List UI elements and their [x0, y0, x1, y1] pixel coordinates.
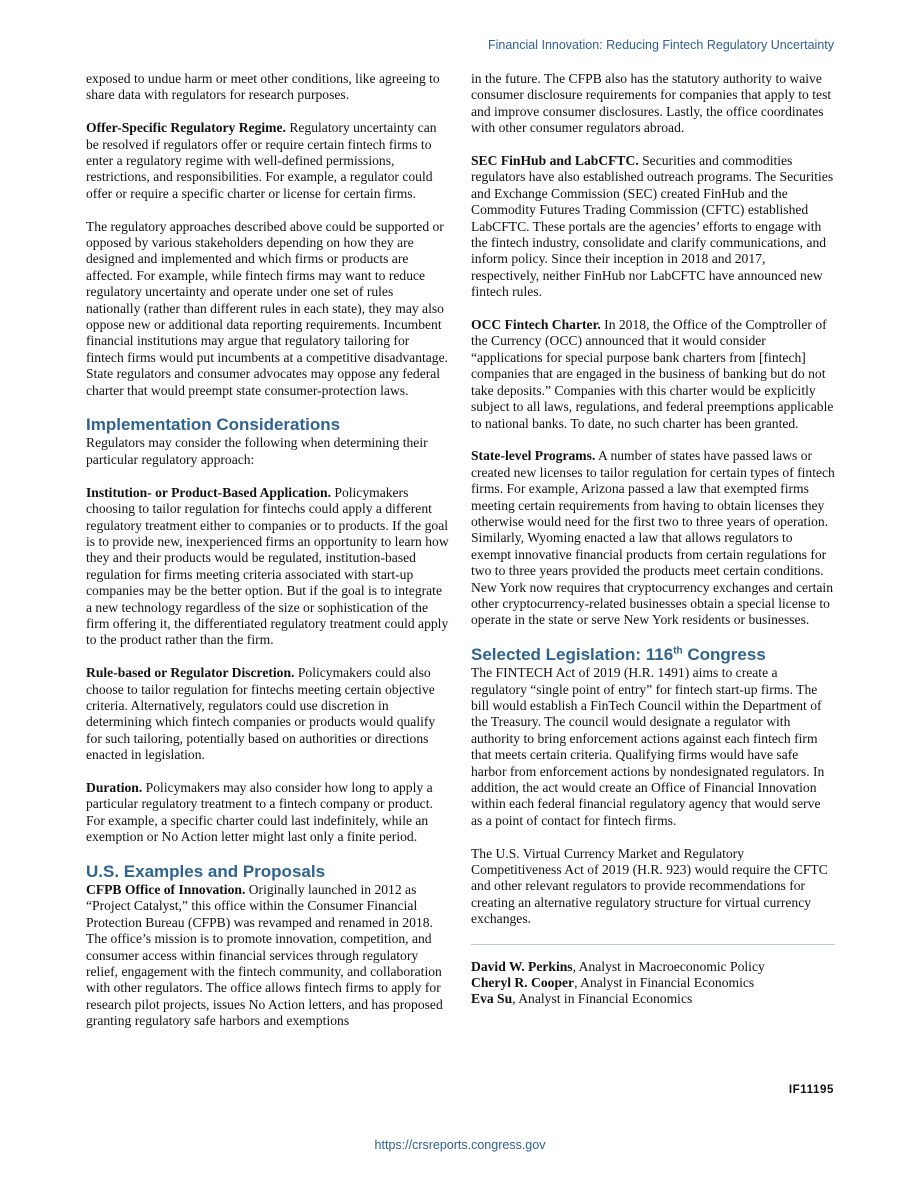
lead-occ: OCC Fintech Charter. — [471, 317, 601, 333]
paragraph-institution: Institution- or Product-Based Application. Policymakers choosing to tailor regulation for fintechs could apply a different regulatory treatment either to companies or to products. If the goal is to provide new, inexperienced firms an opportunity to learn how they and their products would be regulated, institution-based regulation for firms meeting criteria associated with start-up companies may be the better option. But if the goal is to integrate a new technology regardless of the size or sophistication of the firm offering it, the differentiated regulatory treatment could apply to the product rather than the firm. — [86, 484, 449, 648]
paragraph-rule-based: Rule-based or Regulator Discretion. Policymakers could also choose to tailor regulation for fintechs meeting certain objective criteria. Alternatively, regulators could use discretion in determining which fintech companies or products would qualify for such tailoring, potentially based on authorities or directions enacted in legislation. — [86, 665, 436, 763]
left-column — [86, 71, 450, 1030]
right-column — [471, 71, 835, 1008]
heading-implementation: Implementation Considerations — [86, 415, 341, 435]
author-item: David W. Perkins, Analyst in Macroeconomic Policy — [471, 958, 765, 974]
paragraph-stakeholders: The regulatory approaches described above could be supported or opposed by various stakeholders depending on how they are designed and implemented and which firms or products are affected. For example, while fintech firms may want to reduce regulatory uncertainty and operate under one set of rules nationally (rather than different rules in each state), they may also oppose new or additional data reporting requirements. Incumbent financial institutions may argue that regulatory tailoring for fintech firms would put incumbents at a competitive disadvantage. State regulators and consumer advocates may oppose any federal charter that would preempt state consumer-protection laws. — [86, 218, 449, 398]
lead-duration: Duration. — [86, 779, 143, 795]
lead-state: State-level Programs. — [471, 448, 596, 464]
author-item: Eva Su, Analyst in Financial Economics — [471, 991, 693, 1007]
paragraph-state: State-level Programs. A number of states have passed laws or created new licenses to tailor regulation for certain types of fintech firms. For example, Arizona passed a law that exempted firms meeting certain requirements from having to obtain licenses they otherwise would need for the first two to three years of operation. Similarly, Wyoming enacted a law that allows regulators to exempt innovative financial products from certain regulations for two to three years provided the products meet certain conditions. New York now requires that cryptocurrency exchanges and certain other cryptocurrency-related businesses obtain a special license to operate in the state or serve New York residents or businesses. — [471, 448, 835, 628]
author-list — [471, 959, 835, 1008]
lead-offer-specific: Offer-Specific Regulatory Regime. — [86, 120, 286, 136]
paragraph-implementation-intro: Regulators may consider the following when determining their particular regulatory approach: — [86, 435, 428, 467]
paragraph-intro: exposed to undue harm or meet other conditions, like agreeing to share data with regulators for research purposes. — [86, 71, 440, 103]
lead-sec: SEC FinHub and LabCFTC. — [471, 153, 639, 169]
paragraph-offer-specific: Offer-Specific Regulatory Regime. Regulatory uncertainty can be resolved if regulators offer or require certain fintech firms to enter a regulatory regime with well-defined permissions, restrictions, and responsibilities. For example, a regulator could offer or require a specific charter or license for certain firms. — [86, 120, 437, 201]
paragraph-sec: SEC FinHub and LabCFTC. Securities and commodities regulators have also established outreach programs. The Securities and Exchange Commission (SEC) created FinHub and the Commodity Futures Trading Commission (CFTC) established LabCFTC. These portals are the agencies’ efforts to engage with the fintech industry, consolidate and clarify communications, and inform policy. Since their inception in 2018 and 2017, respectively, neither FinHub nor LabCFTC have announced new fintech rules. — [471, 153, 834, 300]
paragraph-cfpb-continued: in the future. The CFPB also has the statutory authority to waive consumer disclosure requirements for companies that apply to test and improve consumer disclosures. Lastly, the office coordinates with other consumer regulators abroad. — [471, 71, 832, 136]
document-id: IF11195 — [788, 1084, 834, 1096]
lead-cfpb: CFPB Office of Innovation. — [86, 881, 246, 897]
running-header: Financial Innovation: Reducing Fintech Regulatory Uncertainty — [487, 38, 834, 52]
lead-institution: Institution- or Product-Based Application. — [86, 484, 331, 500]
paragraph-fintech-act: The FINTECH Act of 2019 (H.R. 1491) aims to create a regulatory “single point of entry” for fintech start-up firms. The bill would establish a FinTech Council within the Department of the Treasury. The council would designate a regulator with authority to bring enforcement actions against each fintech firm that meets certain criteria. Qualifying firms would have safe harbor from enforcement actions by nondesignated regulators. In addition, the act would create an Office of Financial Innovation within each federal financial regulatory agency that would serve as a point of contact for fintech firms. — [471, 665, 825, 828]
paragraph-duration: Duration. Policymakers may also consider how long to apply a particular regulatory treatment to a fintech company or product. For example, a specific charter could last indefinitely, while an exemption or No Action letter might last only a finite period. — [86, 779, 433, 845]
paragraph-virtual-currency: The U.S. Virtual Currency Market and Regulatory Competitiveness Act of 2019 (H.R. 923) would require the CFTC and other relevant regulators to provide recommendations for creating an alternative regulatory structure for virtual currency exchanges. — [471, 845, 828, 927]
paragraph-cfpb: CFPB Office of Innovation. Originally launched in 2012 as “Project Catalyst,” this office within the Consumer Financial Protection Bureau (CFPB) was revamped and renamed in 2018. The office’s mission is to promote innovation, competition, and consumer access within financial services through regulatory relief, engagement with the fintech community, and collaboration with other regulators. The office allows fintech firms to apply for research pilot projects, issues No Action letters, and has proposed granting regulatory safe harbors and exemptions — [86, 881, 443, 1029]
author-item: Cheryl R. Cooper, Analyst in Financial Economics — [471, 975, 755, 991]
footer-url[interactable]: https://crsreports.congress.gov — [374, 1138, 546, 1152]
heading-us-examples: U.S. Examples and Proposals — [86, 861, 326, 881]
paragraph-occ: OCC Fintech Charter. In 2018, the Office of the Comptroller of the Currency (OCC) announced that it would consider “applications for special purpose bank charters from [fintech] companies that are engaged in the business of banking but do not take deposits.” Companies with this charter would be explicitly subject to all laws, regulations, and federal preemptions applicable to national banks. To date, no such charter has been granted. — [471, 317, 834, 431]
heading-legislation: Selected Legislation: 116th Congress — [471, 645, 766, 665]
lead-rule-based: Rule-based or Regulator Discretion. — [86, 665, 295, 681]
divider — [471, 944, 835, 945]
